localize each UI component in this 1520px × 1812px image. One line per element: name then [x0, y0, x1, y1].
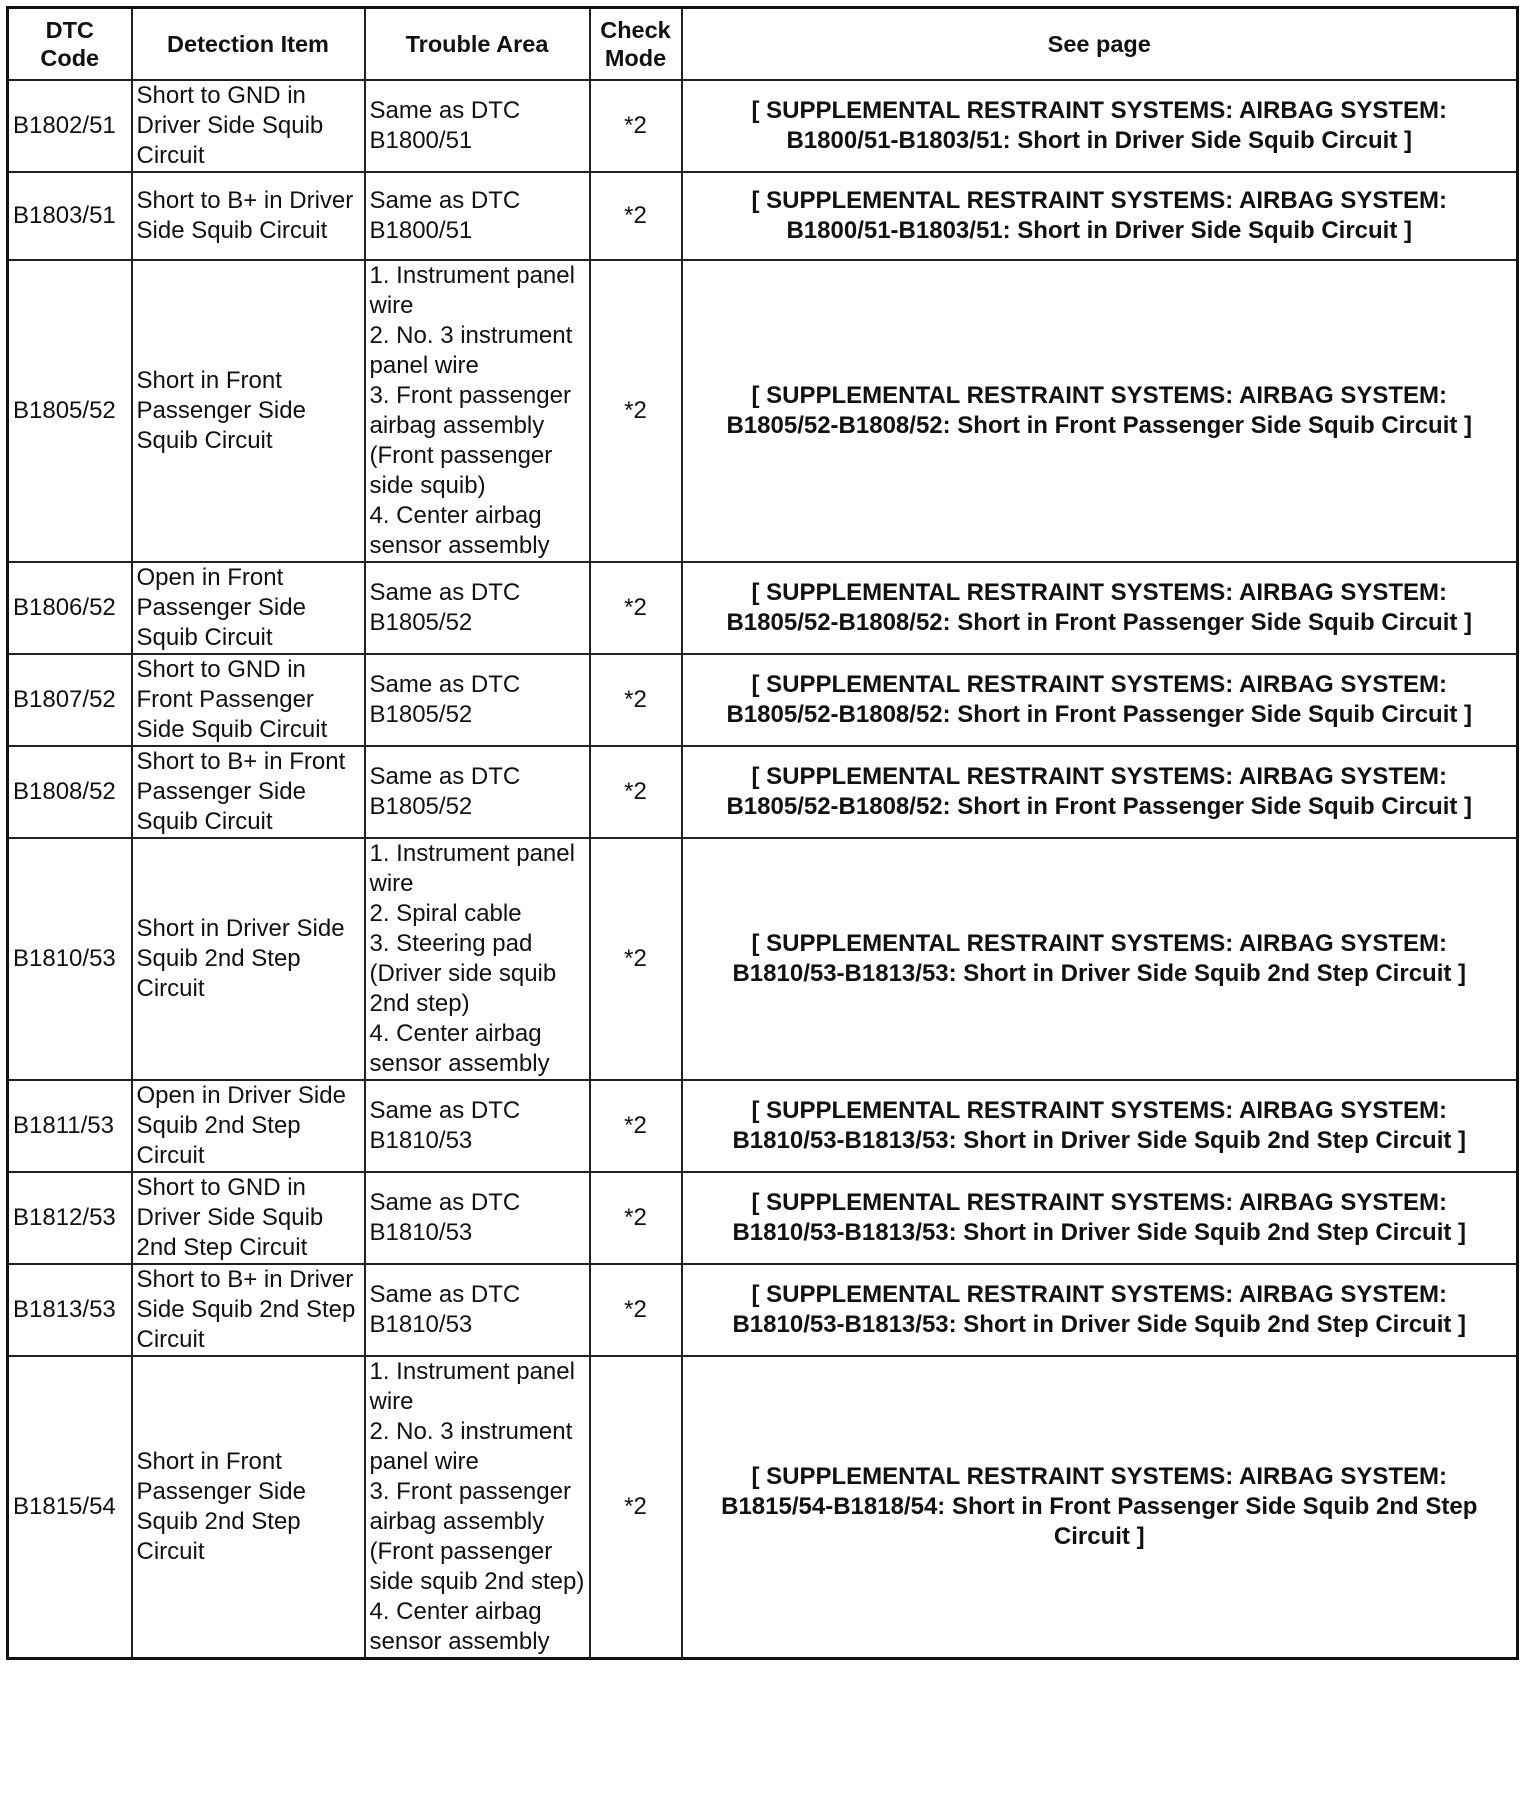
header-dtc-code-line2: Code	[40, 45, 100, 71]
table-row	[8, 838, 1518, 1080]
trouble-area-line: 1. Instrument panel wire	[369, 1358, 575, 1415]
check-mode-cell: *2	[590, 838, 682, 1080]
dtc-code-cell: B1802/51	[8, 80, 132, 172]
dtc-code-cell: B1805/52	[8, 260, 132, 562]
header-detection-item: Detection Item	[132, 8, 365, 81]
trouble-area-line: 3. Front passenger airbag assembly (Front passenger side squib 2nd step)	[369, 1478, 585, 1595]
header-trouble-area: Trouble Area	[365, 8, 590, 81]
dtc-code-cell: B1812/53	[8, 1172, 132, 1264]
trouble-area-line: Same as DTC B1800/51	[369, 97, 521, 154]
see-page-link[interactable]: [ SUPPLEMENTAL RESTRAINT SYSTEMS: AIRBAG SYSTEM: B1815/54-B1818/54: Short in Front Passenger Side Squib 2nd Step Circuit ]	[682, 1356, 1518, 1659]
table-row	[8, 172, 1518, 260]
see-page-link[interactable]: [ SUPPLEMENTAL RESTRAINT SYSTEMS: AIRBAG SYSTEM: B1805/52-B1808/52: Short in Front Passenger Side Squib Circuit ]	[682, 654, 1518, 746]
table-row	[8, 80, 1518, 172]
detection-item-cell: Short to GND in Driver Side Squib 2nd Step Circuit	[132, 1172, 365, 1264]
header-row	[8, 8, 1518, 81]
dtc-code-cell: B1811/53	[8, 1080, 132, 1172]
see-page-link[interactable]: [ SUPPLEMENTAL RESTRAINT SYSTEMS: AIRBAG SYSTEM: B1805/52-B1808/52: Short in Front Passenger Side Squib Circuit ]	[682, 746, 1518, 838]
trouble-area-cell	[365, 260, 590, 562]
detection-item-cell: Short in Driver Side Squib 2nd Step Circuit	[132, 838, 365, 1080]
detection-item-cell: Short to B+ in Driver Side Squib 2nd Step Circuit	[132, 1264, 365, 1356]
trouble-area-line: 2. No. 3 instrument panel wire	[369, 322, 573, 379]
trouble-area-line: 4. Center airbag sensor assembly	[369, 1598, 550, 1655]
trouble-area-line: Same as DTC B1805/52	[369, 671, 521, 728]
trouble-area-line: Same as DTC B1800/51	[369, 187, 521, 244]
check-mode-cell: *2	[590, 80, 682, 172]
check-mode-cell: *2	[590, 1172, 682, 1264]
trouble-area-cell	[365, 654, 590, 746]
trouble-area-cell	[365, 1264, 590, 1356]
trouble-area-cell	[365, 1080, 590, 1172]
table-row	[8, 746, 1518, 838]
trouble-area-line: 3. Front passenger airbag assembly (Front passenger side squib)	[369, 382, 571, 499]
detection-item-cell: Short to GND in Front Passenger Side Squib Circuit	[132, 654, 365, 746]
see-page-link[interactable]: [ SUPPLEMENTAL RESTRAINT SYSTEMS: AIRBAG SYSTEM: B1805/52-B1808/52: Short in Front Passenger Side Squib Circuit ]	[682, 562, 1518, 654]
table-header	[8, 8, 1518, 81]
dtc-table	[6, 6, 1519, 1660]
see-page-link[interactable]: [ SUPPLEMENTAL RESTRAINT SYSTEMS: AIRBAG SYSTEM: B1810/53-B1813/53: Short in Driver Side Squib 2nd Step Circuit ]	[682, 1264, 1518, 1356]
trouble-area-cell	[365, 172, 590, 260]
table-row	[8, 562, 1518, 654]
dtc-code-cell: B1803/51	[8, 172, 132, 260]
trouble-area-cell	[365, 562, 590, 654]
dtc-code-cell: B1813/53	[8, 1264, 132, 1356]
dtc-code-cell: B1806/52	[8, 562, 132, 654]
trouble-area-line: 1. Instrument panel wire	[369, 262, 575, 319]
see-page-link[interactable]: [ SUPPLEMENTAL RESTRAINT SYSTEMS: AIRBAG SYSTEM: B1810/53-B1813/53: Short in Driver Side Squib 2nd Step Circuit ]	[682, 1172, 1518, 1264]
see-page-link[interactable]: [ SUPPLEMENTAL RESTRAINT SYSTEMS: AIRBAG SYSTEM: B1810/53-B1813/53: Short in Driver Side Squib 2nd Step Circuit ]	[682, 1080, 1518, 1172]
header-check-mode-line2: Mode	[604, 45, 667, 71]
check-mode-cell: *2	[590, 1356, 682, 1659]
trouble-area-cell	[365, 1356, 590, 1659]
see-page-link[interactable]: [ SUPPLEMENTAL RESTRAINT SYSTEMS: AIRBAG SYSTEM: B1800/51-B1803/51: Short in Driver Side Squib Circuit ]	[682, 80, 1518, 172]
trouble-area-cell	[365, 838, 590, 1080]
check-mode-cell: *2	[590, 1264, 682, 1356]
trouble-area-line: 3. Steering pad (Driver side squib 2nd step)	[369, 930, 557, 1017]
trouble-area-line: 2. Spiral cable	[369, 900, 522, 927]
header-check-mode	[590, 8, 682, 81]
header-see-page: See page	[682, 8, 1518, 81]
header-dtc-code-line1: DTC	[45, 17, 94, 43]
check-mode-cell: *2	[590, 172, 682, 260]
trouble-area-line: 2. No. 3 instrument panel wire	[369, 1418, 573, 1475]
table-row	[8, 1080, 1518, 1172]
check-mode-cell: *2	[590, 260, 682, 562]
table-row	[8, 260, 1518, 562]
see-page-link[interactable]: [ SUPPLEMENTAL RESTRAINT SYSTEMS: AIRBAG SYSTEM: B1800/51-B1803/51: Short in Driver Side Squib Circuit ]	[682, 172, 1518, 260]
dtc-code-cell: B1807/52	[8, 654, 132, 746]
trouble-area-line: Same as DTC B1810/53	[369, 1097, 521, 1154]
see-page-link[interactable]: [ SUPPLEMENTAL RESTRAINT SYSTEMS: AIRBAG SYSTEM: B1805/52-B1808/52: Short in Front Passenger Side Squib Circuit ]	[682, 260, 1518, 562]
dtc-code-cell: B1815/54	[8, 1356, 132, 1659]
dtc-code-cell: B1808/52	[8, 746, 132, 838]
trouble-area-cell	[365, 80, 590, 172]
trouble-area-line: 1. Instrument panel wire	[369, 840, 575, 897]
see-page-link[interactable]: [ SUPPLEMENTAL RESTRAINT SYSTEMS: AIRBAG SYSTEM: B1810/53-B1813/53: Short in Driver Side Squib 2nd Step Circuit ]	[682, 838, 1518, 1080]
detection-item-cell: Short to B+ in Front Passenger Side Squib Circuit	[132, 746, 365, 838]
trouble-area-line: Same as DTC B1810/53	[369, 1281, 521, 1338]
detection-item-cell: Open in Front Passenger Side Squib Circuit	[132, 562, 365, 654]
trouble-area-cell	[365, 1172, 590, 1264]
detection-item-cell: Open in Driver Side Squib 2nd Step Circuit	[132, 1080, 365, 1172]
trouble-area-line: Same as DTC B1810/53	[369, 1189, 521, 1246]
trouble-area-line: Same as DTC B1805/52	[369, 579, 521, 636]
table-body	[8, 80, 1518, 1659]
check-mode-cell: *2	[590, 654, 682, 746]
detection-item-cell: Short in Front Passenger Side Squib Circuit	[132, 260, 365, 562]
table-row	[8, 1356, 1518, 1659]
dtc-code-cell: B1810/53	[8, 838, 132, 1080]
detection-item-cell: Short in Front Passenger Side Squib 2nd Step Circuit	[132, 1356, 365, 1659]
trouble-area-line: Same as DTC B1805/52	[369, 763, 521, 820]
detection-item-cell: Short to GND in Driver Side Squib Circuit	[132, 80, 365, 172]
trouble-area-line: 4. Center airbag sensor assembly	[369, 502, 550, 559]
header-dtc-code	[8, 8, 132, 81]
check-mode-cell: *2	[590, 1080, 682, 1172]
header-check-mode-line1: Check	[600, 17, 671, 43]
table-row	[8, 1264, 1518, 1356]
trouble-area-line: 4. Center airbag sensor assembly	[369, 1020, 550, 1077]
trouble-area-cell	[365, 746, 590, 838]
check-mode-cell: *2	[590, 562, 682, 654]
detection-item-cell: Short to B+ in Driver Side Squib Circuit	[132, 172, 365, 260]
table-row	[8, 1172, 1518, 1264]
check-mode-cell: *2	[590, 746, 682, 838]
table-row	[8, 654, 1518, 746]
